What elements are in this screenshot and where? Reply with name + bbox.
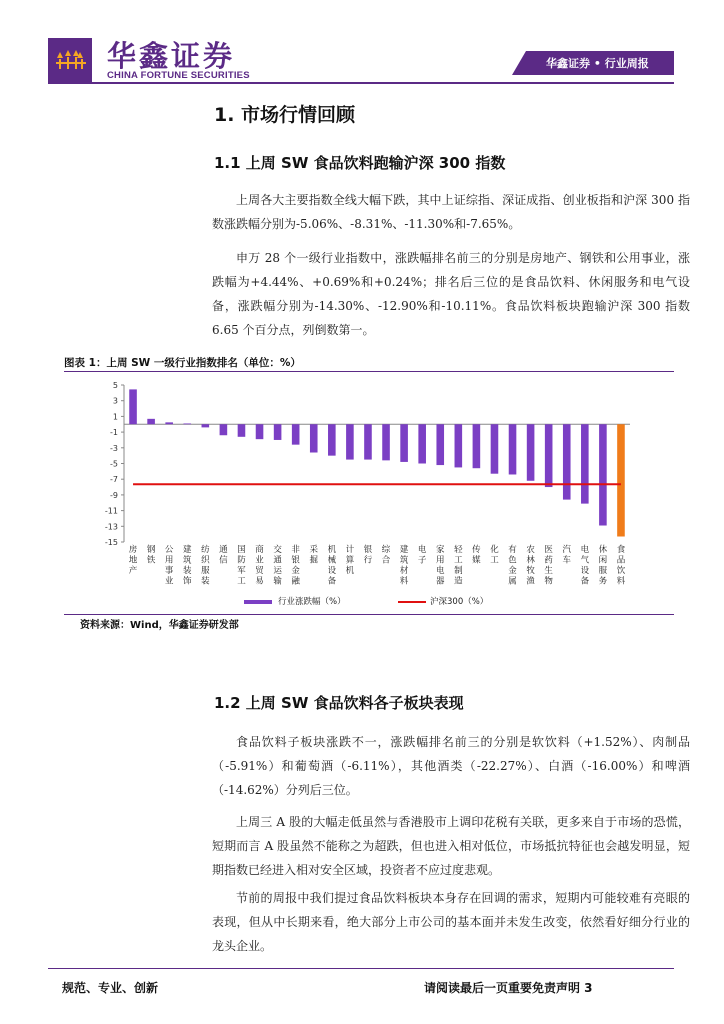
x-tick-label: 采掘 — [309, 545, 319, 566]
x-tick-label: 公用事业 — [164, 545, 174, 587]
bar-房地产 — [129, 389, 137, 424]
bar-纺织服装 — [202, 424, 210, 427]
logo-emblem-icon — [48, 38, 92, 82]
x-tick-label: 国防军工 — [237, 545, 246, 587]
company-name-cn: 华鑫证券 — [107, 39, 236, 73]
bar-食品饮料 — [617, 424, 625, 536]
x-tick-label: 商业贸易 — [255, 545, 264, 587]
bar-机械设备 — [328, 424, 336, 455]
x-tick-label: 机械设备 — [327, 545, 337, 587]
bar-银行 — [364, 424, 372, 459]
y-tick-label: 3 — [112, 396, 118, 406]
x-tick-label: 轻工制造 — [454, 545, 463, 587]
bar-建筑材料 — [400, 424, 408, 462]
bar-化工 — [491, 424, 499, 473]
x-tick-label: 交通运输 — [273, 545, 282, 587]
x-tick-label: 有色金属 — [508, 545, 517, 587]
x-tick-label: 计算机 — [345, 545, 355, 576]
x-tick-label: 传媒 — [472, 545, 481, 566]
x-tick-label: 建筑装饰 — [182, 545, 192, 587]
footer-divider — [48, 968, 674, 969]
bar-休闲服务 — [599, 424, 607, 525]
bar-有色金属 — [509, 424, 517, 474]
bar-医药生物 — [545, 424, 553, 487]
bar-计算机 — [346, 424, 354, 459]
x-tick-label: 电子 — [417, 545, 427, 566]
x-tick-label: 化工 — [490, 545, 499, 566]
y-tick-label: -11 — [104, 506, 118, 516]
x-tick-label: 电气设备 — [580, 545, 590, 587]
bar-通信 — [220, 424, 228, 435]
x-tick-label: 通信 — [219, 545, 228, 566]
legend-label-hs300: 沪深300（%） — [430, 597, 489, 607]
paragraph: 上周三 A 股的大幅走低虽然与香港股市上调印花税有关联，更多来自于市场的恐慌，短期而言 A 股虽然不能称之为超跌，但也进入相对低位，市场抵抗特征也会越发明显，短期指数已经进入相对安全区域，投资者不应过度悲观。 — [212, 815, 690, 877]
section-title: 1. 市场行情回顾 — [214, 104, 356, 126]
x-tick-label: 非银金融 — [291, 545, 300, 587]
bar-交通运输 — [274, 424, 282, 440]
x-tick-label: 医药生物 — [544, 545, 553, 587]
subsection-title-1-2: 1.2 上周 SW 食品饮料各子板块表现 — [214, 694, 464, 712]
legend-label-industry: 行业涨跌幅（%） — [278, 597, 346, 607]
y-tick-label: -1 — [110, 428, 118, 438]
footer-disclaimer: 请阅读最后一页重要免责声明 3 — [424, 981, 593, 995]
report-tag-text: 华鑫证券 • 行业周报 — [546, 57, 649, 70]
bar-汽车 — [563, 424, 571, 499]
y-tick-label: -7 — [110, 475, 118, 485]
bar-农林牧渔 — [527, 424, 535, 481]
legend-swatch-industry — [244, 600, 272, 604]
bar-公用事业 — [165, 422, 173, 424]
footer-slogan: 规范、专业、创新 — [62, 981, 159, 995]
figure-rule-bottom — [64, 614, 674, 615]
bar-轻工制造 — [455, 424, 463, 467]
bar-电子 — [418, 424, 426, 463]
y-tick-label: -9 — [110, 490, 118, 500]
bar-钢铁 — [147, 419, 155, 424]
company-name-en: CHINA FORTUNE SECURITIES — [107, 70, 250, 81]
y-tick-label: 1 — [112, 412, 118, 422]
y-tick-label: -13 — [104, 522, 118, 532]
x-tick-label: 房地产 — [128, 545, 138, 576]
paragraph: 节前的周报中我们提过食品饮料板块本身存在回调的需求，短期内可能较难有亮眼的表现，但从中长期来看，绝大部分上市公司的基本面并未发生改变，依然看好细分行业的龙头企业。 — [212, 891, 690, 953]
bar-非银金融 — [292, 424, 300, 444]
industry-ranking-chart — [64, 372, 674, 614]
x-tick-label: 休闲服务 — [598, 545, 608, 587]
y-tick-label: -3 — [110, 443, 118, 453]
x-tick-label: 农林牧渔 — [526, 545, 535, 587]
x-tick-label: 钢铁 — [146, 545, 156, 566]
x-tick-label: 综合 — [381, 545, 391, 566]
y-tick-label: -15 — [104, 538, 118, 547]
bar-传媒 — [473, 424, 481, 468]
bar-国防军工 — [238, 424, 246, 437]
x-tick-label: 汽车 — [562, 545, 572, 566]
header-divider — [48, 82, 674, 84]
bar-综合 — [382, 424, 390, 460]
figure-title: 图表 1：上周 SW 一级行业指数排名（单位：%） — [64, 357, 301, 369]
bar-家用电器 — [436, 424, 444, 465]
y-tick-label: -5 — [110, 459, 118, 469]
subsection-title-1-1: 1.1 上周 SW 食品饮料跑输沪深 300 指数 — [214, 154, 506, 172]
company-logo — [48, 38, 92, 82]
paragraph: 申万 28 个一级行业指数中，涨跌幅排名前三的分别是房地产、钢铁和公用事业，涨跌幅为+4.44%、+0.69%和+0.24%；排名后三位的是食品饮料、休闲服务和电气设备，涨跌幅分别为-14.30%、-12.90%和-10.11%。食品饮料板块跑输沪深 300 指数 6.65 个百分点，列倒数第一。 — [212, 251, 690, 337]
bar-建筑装饰 — [183, 423, 191, 424]
x-tick-label: 建筑材料 — [399, 545, 409, 587]
figure-source: 资料来源：Wind，华鑫证券研发部 — [80, 620, 239, 631]
x-tick-label: 食品饮料 — [616, 545, 626, 587]
paragraph: 上周各大主要指数全线大幅下跌，其中上证综指、深证成指、创业板指和沪深 300 指数涨跌幅分别为-5.06%、-8.31%、-11.30%和-7.65%。 — [212, 193, 690, 231]
x-tick-label: 纺织服装 — [201, 545, 210, 587]
y-tick-label: 5 — [112, 381, 118, 390]
bar-商业贸易 — [256, 424, 264, 439]
bar-采掘 — [310, 424, 318, 452]
paragraph: 食品饮料子板块涨跌不一，涨跌幅排名前三的分别是软饮料（+1.52%）、肉制品（-5.91%）和葡萄酒（-6.11%），其他酒类（-22.27%）、白酒（-16.00%）和啤酒（-14.62%）分列后三位。 — [212, 735, 690, 797]
bar-电气设备 — [581, 424, 589, 503]
x-tick-label: 银行 — [363, 545, 373, 566]
x-tick-label: 家用电器 — [435, 545, 445, 587]
